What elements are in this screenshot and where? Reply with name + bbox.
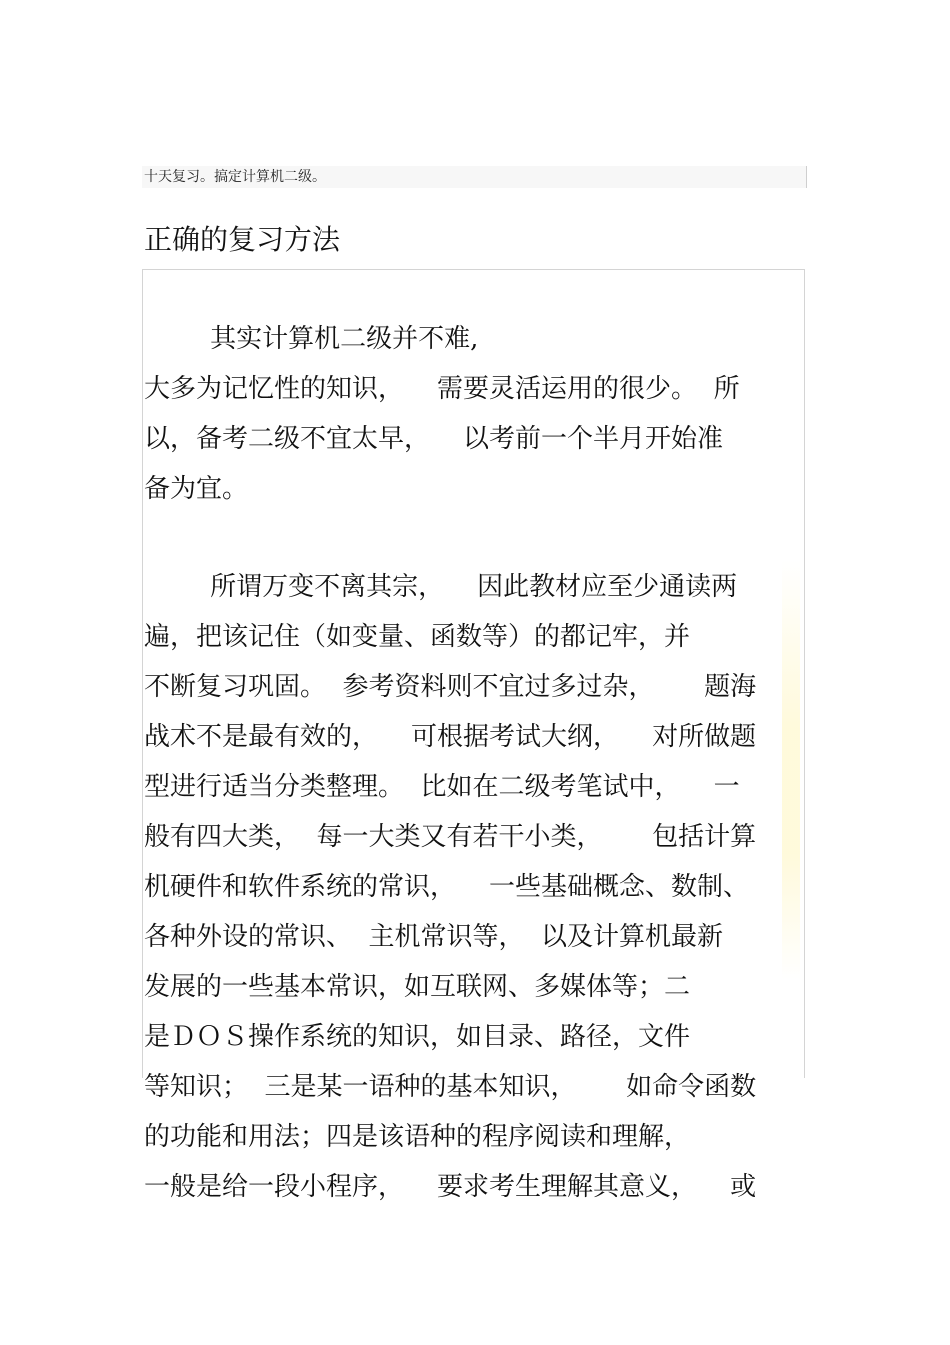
paragraph1-line: 以，备考二级不宜太早， 以考前一个半月开始准 [144,424,724,454]
paragraph2-line: 不断复习巩固。 参考资料则不宜过多过杂， 题海 [144,672,757,702]
paragraph2-line: 型进行适当分类整理。 比如在二级考笔试中， 一 [144,772,740,802]
paragraph1-line: 大多为记忆性的知识， 需要灵活运用的很少。 所 [144,374,740,404]
header-bar [142,166,807,188]
paragraph2-line: 机硬件和软件系统的常识， 一些基础概念、数制、 [144,872,750,902]
paragraph2-line: 一般是给一段小程序， 要求考生理解其意义， 或 [144,1172,757,1202]
paragraph2-line: 战术不是最有效的， 可根据考试大纲， 对所做题 [144,722,757,752]
paragraph2-line: 所谓万变不离其宗， 因此教材应至少通读两 [144,572,738,602]
paragraph2-line: 发展的一些基本常识，如互联网、多媒体等；二 [144,972,691,1002]
paragraph2-line: 是ＤＯＳ操作系统的知识，如目录、路径，文件 [144,1022,691,1052]
paragraph2-line: 遍，把该记住（如变量、函数等）的都记牢，并 [144,622,691,652]
paragraph1-line: 其实计算机二级并不难, [144,324,479,354]
watermark-strip [782,560,800,980]
section-title: 正确的复习方法 [144,223,341,256]
paragraph1-line: 备为宜。 [144,474,249,504]
paragraph2-line: 般有四大类， 每一大类又有若干小类， 包括计算 [144,822,757,852]
paragraph2-line: 的功能和用法；四是该语种的程序阅读和理解， [144,1122,691,1152]
header-text: 十天复习。搞定计算机二级。 [144,169,326,185]
paragraph2-line: 等知识； 三是某一语种的基本知识， 如命令函数 [144,1072,757,1102]
paragraph2-line: 各种外设的常识、 主机常识等， 以及计算机最新 [144,922,724,952]
